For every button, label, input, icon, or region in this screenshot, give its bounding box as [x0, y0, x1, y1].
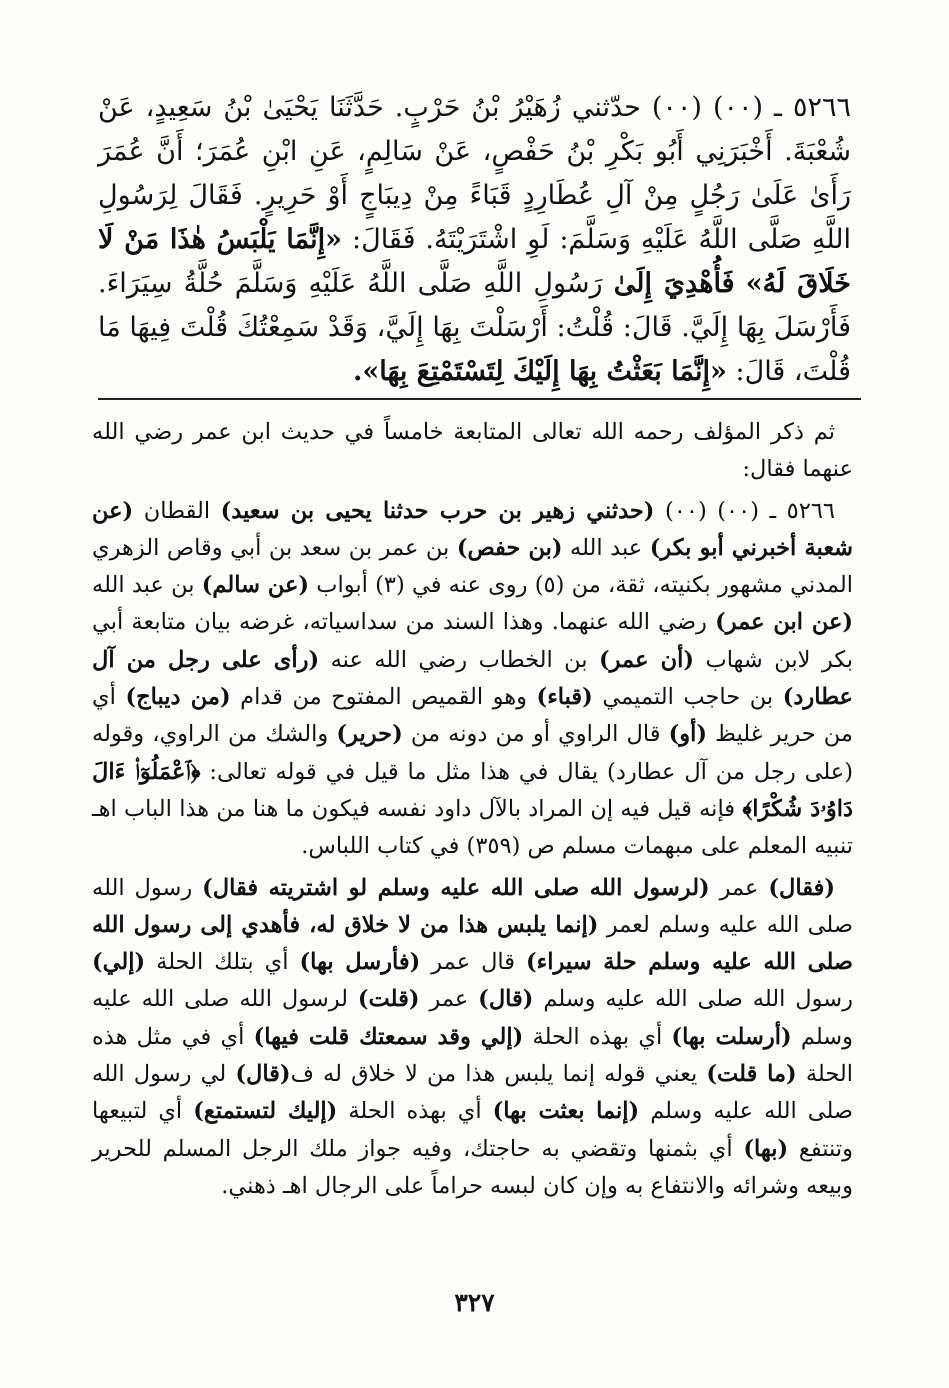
- commentary-intro: [92, 414, 853, 489]
- text: بن عمر بن سعد بن أبي وقاص الزهري المدني مشهور بكنيته، ثقة، من (٥) روى عنه في (٣) أبواب: [92, 534, 854, 599]
- text: رسول الله صلى الله عليه وسلم لعمر: [92, 874, 853, 938]
- text: عبد الله: [570, 534, 643, 561]
- text: القطان: [143, 497, 211, 524]
- commentary-paragraph: [92, 870, 853, 1206]
- bold-text: (بها): [743, 1135, 789, 1162]
- text: فإنه قيل فيه إن المراد بالآل داود نفسه فيكون ما هنا من هذا الباب اهـ تنبيه المعلم على مبهمات مسلم ص (٣٥٩) في كتاب اللباس.: [92, 795, 853, 860]
- bold-text: (عن شعبة أخبرني أبو بكر): [92, 497, 854, 561]
- text: ٥٢٦٦ ـ (٠٠) (٠٠): [665, 497, 836, 524]
- bold-text: (أو): [668, 721, 708, 748]
- text: رضي الله عنهما. وهذا السند من سداسياته، غرضه بيان متابعة أبي بكر لابن شهاب: [92, 609, 854, 673]
- text: أي بتلك الحلة: [156, 949, 289, 976]
- text: بن عبد الله: [92, 572, 195, 599]
- bold-text: (أن عمر): [599, 646, 695, 673]
- hadith-segment: ـ (٠٠) (٠٠) حدّثني زُهَيْرُ بْنُ حَرْبٍ. حَدَّثَنَا يَحْيَىٰ بْنُ سَعِيدٍ، عَنْ شُعْبَةَ. أَخْبَرَنِي أَبُو بَكْرِ بْنُ حَفْصٍ، عَنْ سَالِمٍ، عَنِ ابْنِ عُمَرَ؛ أَنَّ عُمَرَ رَأَىٰ عَلَىٰ رَجُلٍ مِنْ آلِ عُطَارِدٍ قَبَاءً مِنْ دِيبَاجٍ أَوْ حَرِيرٍ. فَقَالَ لِرَسُولِ اللَّهِ صَلَّى اللَّهُ عَلَيْهِ وَسَلَّمَ: لَوِ اشْتَرَيْتَهُ. فَقَالَ:: [98, 92, 852, 255]
- text: والشك من الراوي، وقوله (على رجل من آل عطارد) يقال في هذا مثل ما قيل في قوله تعالى:: [92, 721, 853, 785]
- text: أي بهذه الحلة: [532, 1023, 663, 1050]
- bold-text: (إلي): [92, 949, 146, 976]
- text: لي رسول الله صلى الله عليه وسلم: [92, 1061, 854, 1125]
- commentary: [92, 414, 853, 1205]
- text: قال عمر: [431, 949, 516, 976]
- hadith-bold-quote: «إِنَّمَا يَلْبَسُ هٰذَا مَنْ لَا خَلَاقَ لَهُ»: [98, 224, 851, 299]
- text: لرسول الله صلى الله عليه وسلم: [92, 986, 853, 1050]
- bold-text: (رأى على رجل من آل عطارد): [92, 646, 853, 711]
- bold-text: (إنما يلبس هذا من لا خلاق له، فأهدي إلى رسول الله صلى الله عليه وسلم حلة سيراء): [92, 911, 853, 976]
- bold-text: (قال): [478, 986, 534, 1013]
- commentary-paragraph: [92, 493, 853, 866]
- bold-text: (قباء): [536, 684, 593, 711]
- bold-text: (حدثني زهير بن حرب حدثنا يحيى بن سعيد): [220, 497, 655, 524]
- page-number: ٣٢٧: [454, 1288, 495, 1317]
- text: أي بهذه الحلة: [348, 1098, 482, 1125]
- text: رسول الله صلى الله عليه وسلم: [543, 986, 853, 1013]
- bold-text: (قلت): [357, 986, 420, 1013]
- text: أي في مثل هذه الحلة: [92, 1023, 853, 1088]
- text: وهو القميص المفتوح من قدام: [240, 684, 527, 711]
- bold-text: (عن ابن عمر): [715, 609, 854, 636]
- section-divider: [98, 398, 861, 400]
- bold-text: (من ديباج): [125, 684, 231, 711]
- bold-text: (إلي وقد سمعتك قلت فيها): [253, 1023, 524, 1050]
- bold-text: (إنما بعثت بها): [492, 1098, 640, 1125]
- bold-text: (فأرسل بها): [299, 949, 421, 976]
- hadith-bold-quote: «إِنَّمَا بَعَثْتُ بِهَا إِلَيْكَ لِتَسْتَمْتِعَ بِهَا».: [352, 356, 727, 387]
- intro-text: ثم ذكر المؤلف رحمه الله تعالى المتابعة خامساً في حديث ابن عمر رضي الله عنهما فقال:: [92, 419, 853, 483]
- bold-text: (حرير): [336, 721, 403, 748]
- text: أي لتبيعها وتنتفع: [92, 1098, 853, 1162]
- text: يعني قوله إنما يلبس هذا من لا خلاق له ف: [290, 1061, 698, 1088]
- bold-text: (أرسلت بها): [671, 1023, 792, 1050]
- text: عمر: [719, 874, 759, 901]
- hadith-text: [98, 86, 851, 394]
- bold-text: (قال): [235, 1061, 291, 1088]
- bold-text: (فقال): [768, 874, 835, 901]
- bold-text: (لرسول الله صلى الله عليه وسلم لو اشتريته فقال): [202, 874, 710, 901]
- hadith-number: ٥٢٦٦: [792, 92, 851, 123]
- text: عمر: [429, 986, 469, 1013]
- text: بن حاجب التميمي: [602, 684, 774, 711]
- text: بن الخطاب رضي الله عنه: [330, 646, 588, 673]
- bold-text: (ما قلت): [706, 1061, 797, 1088]
- bold-text: (عن سالم): [201, 572, 310, 599]
- text: قال الراوي أو من دونه من: [410, 721, 661, 748]
- bold-text: (بن حفص): [456, 534, 563, 561]
- quran-verse: ﴿ٱعْمَلُوٓا۟ ءَالَ دَاوُۥدَ شُكْرًا﴾: [92, 758, 853, 822]
- hadith-bold-phrase: فَأُهْدِيَ إِلَىٰ: [613, 268, 735, 299]
- bold-text: (إليك لتستمتع): [193, 1098, 338, 1125]
- text: أي من حرير غليظ: [92, 684, 853, 748]
- text: أي بثمنها وتقضي به حاجتك، وفيه جواز ملك الرجل المسلم للحرير وبيعه وشرائه والانتفاع به وإن كان لبسه حراماً على الرجال اهـ ذهني.: [92, 1135, 853, 1199]
- hadith-segment: رَسُولِ اللَّهِ صَلَّى اللَّهُ عَلَيْهِ وَسَلَّمَ حُلَّةُ سِيَرَاءَ. فَأَرْسَلَ بِهَا إِلَيَّ. قَالَ: قُلْتُ: أَرْسَلْتَ بِهَا إِلَيَّ، وَقَدْ سَمِعْتُكَ قُلْتَ فِيهَا مَا قُلْتَ، قَالَ:: [98, 268, 851, 387]
